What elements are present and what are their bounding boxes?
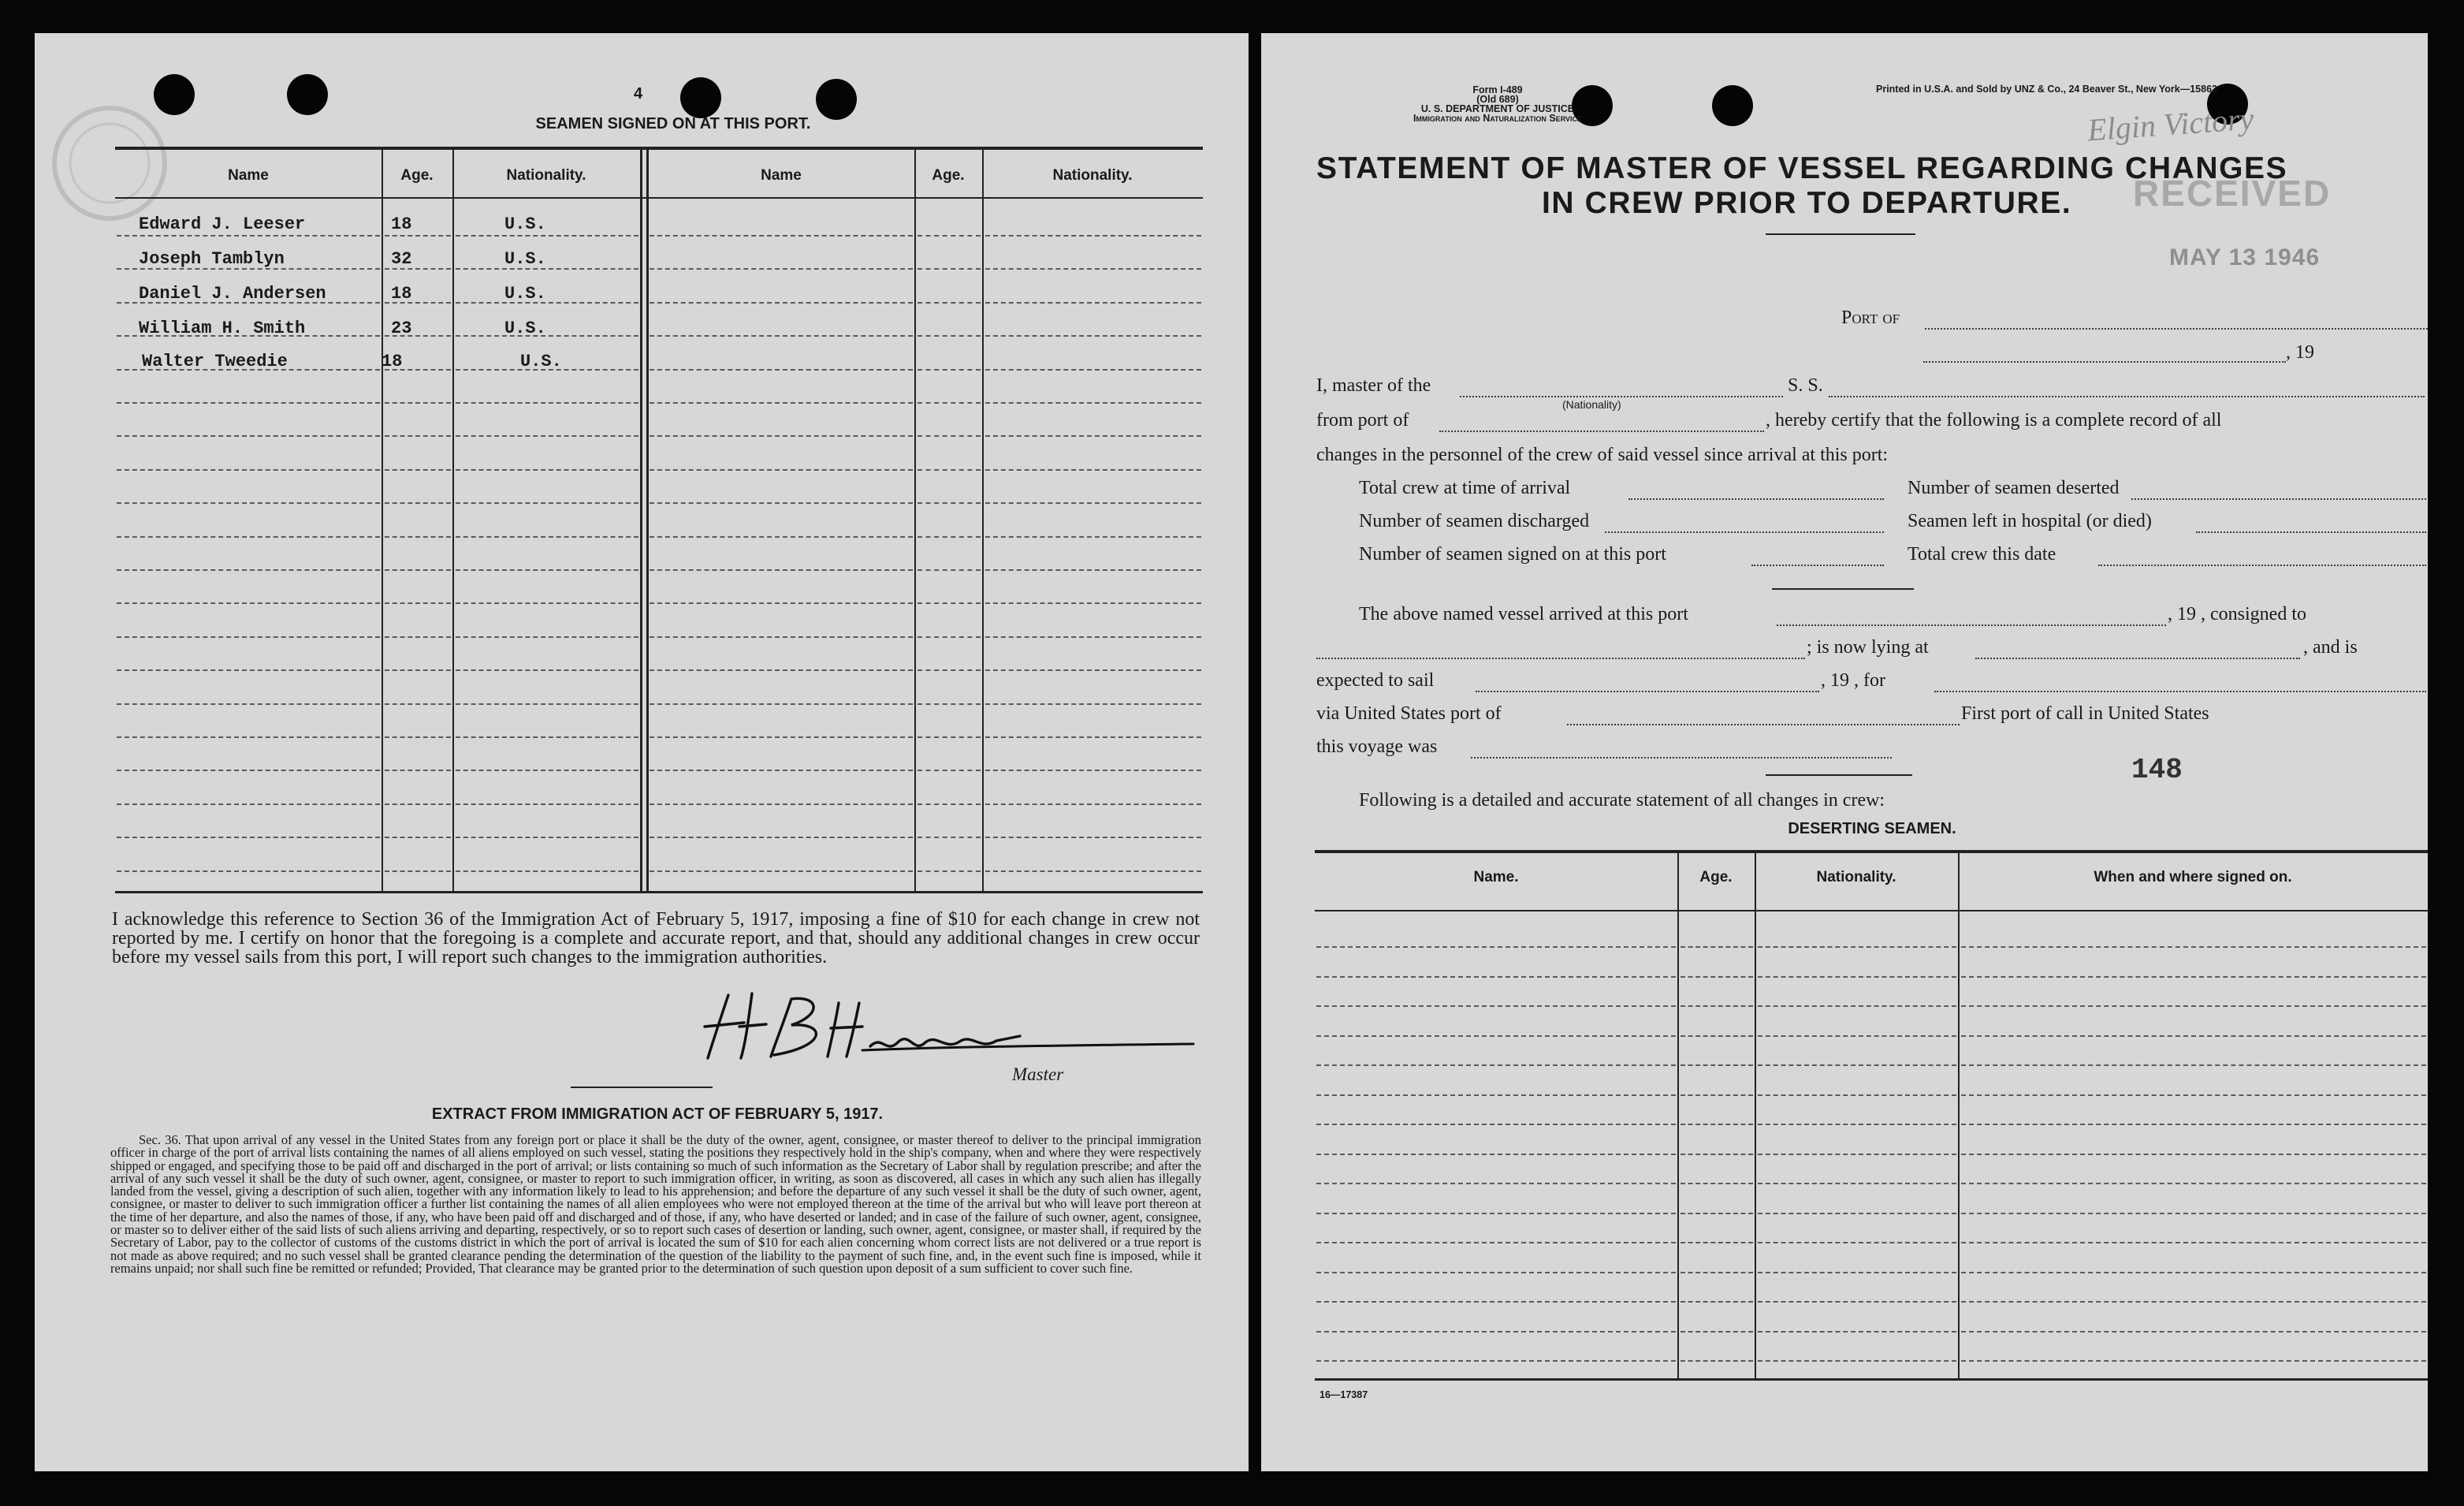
section-divider [1772, 588, 1914, 590]
ruled-line [985, 569, 1201, 571]
and-is-label: , and is [2303, 637, 2358, 658]
table-header-rule [115, 197, 1203, 199]
ruled-line [456, 602, 638, 604]
ruled-line [456, 335, 638, 337]
ruled-line [117, 402, 380, 404]
seamen-deserted-label: Number of seamen deserted [1908, 478, 2120, 498]
ruled-line [1758, 976, 1956, 978]
total-crew-arrival-label: Total crew at time of arrival [1359, 478, 1571, 498]
ruled-line [917, 602, 981, 604]
col-header-nationality: Nationality. [506, 167, 586, 184]
ruled-line [1961, 1301, 2426, 1303]
ruled-line [456, 703, 638, 705]
ruled-line [985, 335, 1201, 337]
ruled-line [917, 268, 981, 270]
ruled-line [649, 235, 913, 237]
voyage-was-label: this voyage was [1316, 736, 1438, 757]
crew-nationality: U.S. [504, 214, 546, 234]
ruled-line [117, 469, 380, 471]
ruled-line [117, 870, 380, 872]
ruled-line [649, 602, 913, 604]
ruled-line [456, 302, 638, 304]
ruled-line [1316, 1064, 1676, 1066]
ruled-line [385, 602, 451, 604]
ruled-line [1961, 1124, 2426, 1125]
ruled-line [1758, 1183, 1956, 1184]
ruled-line [649, 536, 913, 538]
master-signature [673, 979, 1209, 1066]
table-bottom-rule [1315, 1378, 2428, 1381]
ruled-line [1961, 1064, 2426, 1066]
ruled-line [985, 837, 1201, 838]
ss-label: S. S. [1788, 375, 1823, 396]
table-header-rule [1315, 910, 2428, 911]
ruled-line [456, 770, 638, 771]
ruled-line [1681, 1005, 1753, 1007]
ruled-line [1758, 1154, 1956, 1155]
form-number-label: Form I-489 [1472, 84, 1523, 95]
ruled-line [1681, 1360, 1753, 1362]
ruled-line [385, 235, 451, 237]
acknowledgment-text: I acknowledge this reference to Section 36 of the Immigration Act of February 5, 1917, imposing a fine of $10 for each change in crew not reported by me. I certify on honor that the foregoing is a complete and accurate report, and that, should any additional changes in crew occur before my vessel sails from this port, I will report such changes to the immigration authorities. [112, 909, 1200, 967]
ruled-line [1316, 1035, 1676, 1037]
service-name: Immigration and Naturalization Service [1413, 113, 1583, 124]
ruled-line [917, 736, 981, 738]
section-divider [1766, 774, 1912, 776]
col-divider [382, 150, 383, 891]
ruled-line [649, 870, 913, 872]
sail-date-field[interactable] [1476, 691, 1819, 692]
ruled-line [985, 602, 1201, 604]
faint-stamp-mark [43, 96, 177, 230]
ruled-line [649, 435, 913, 437]
seamen-signed-label: Number of seamen signed on at this port [1359, 544, 1666, 565]
ruled-line [917, 369, 981, 371]
ruled-line [917, 536, 981, 538]
ruled-line [117, 837, 380, 838]
ruled-line [1758, 1213, 1956, 1214]
ruled-line [117, 736, 380, 738]
ruled-line [456, 803, 638, 805]
form-title-line2: IN CREW PRIOR TO DEPARTURE. [1542, 186, 2072, 220]
crew-name: William H. Smith [139, 319, 306, 338]
extract-text: Sec. 36. That upon arrival of any vessel in the United States from any foreign port or place it shall be the duty of the owner, agent, consignee, or master thereof to deliver to the principal immigration officer in charge of the port of arrival lists containing the names of all aliens employed on such vessel, stating the positions they respectively hold in the ship's company, when and where they were respectively shipped or engaged, and specifying those to be paid off and discharged in the port of arrival; or lists containing so much of such information as the Secretary of Labor shall by regulation prescribe; and after the arrival of any such vessel it shall be the duty of such owner, agent, consignee, or master to report to such immigration officer, in writing, as soon as discovered, all cases in which any such alien has illegally landed from the vessel, giving a description of such alien, together with any information likely to lead to his apprehension; and before the departure of any such vessel it shall be the duty of such owner, agent, consignee, or master to deliver to such immigration officer a further list containing the names of all alien employees who were not employed thereon at the time of the arrival but who will leave port thereon at the time of her departure, and also the names of those, if any, who have been paid off and discharged and of those, if any, who have deserted or landed; and in case of the failure of such owner, agent, consignee, or master so to deliver either of the said lists of such aliens arriving and departing, respectively, or so to report such cases of desertion or landing, such owner, agent, consignee, or master shall, if required by the Secretary of Labor, pay to the collector of customs of the customs district in which the port of arrival is located the sum of $10 for each alien concerning whom correct lists are not delivered or a true report is not made as above required; and no such vessel shall be granted clearance pending the determination of the question of the liability to the payment of such fine, and, in the event such fine is imposed, while it remains unpaid; nor shall such fine be remitted or refunded; Provided, That clearance may be granted prior to the determination of such question upon deposit of a sum sufficient to cover such fine. [110, 1132, 1201, 1276]
ruled-line [385, 569, 451, 571]
col-header-signed-on: When and where signed on. [2094, 869, 2292, 885]
ruled-line [1316, 1094, 1676, 1096]
date-field[interactable] [1923, 361, 2286, 363]
total-crew-date-label: Total crew this date [1908, 544, 2056, 565]
ruled-line [456, 870, 638, 872]
seamen-hospital-field[interactable] [2196, 531, 2426, 533]
ruled-line [1758, 1005, 1956, 1007]
ruled-line [385, 636, 451, 638]
col-divider [1755, 853, 1756, 1378]
ruled-line [1961, 1183, 2426, 1184]
ruled-line [456, 536, 638, 538]
ruled-line [1681, 976, 1753, 978]
crew-name: Joseph Tamblyn [139, 249, 285, 269]
col-header-nationality: Nationality. [1052, 167, 1133, 184]
from-port-field[interactable] [1439, 431, 1764, 432]
crew-age: 18 [382, 352, 403, 371]
ruled-line [1681, 1213, 1753, 1214]
col-divider [640, 150, 642, 891]
ruled-line [985, 703, 1201, 705]
ruled-line [917, 235, 981, 237]
ruled-line [917, 837, 981, 838]
ruled-line [1961, 1272, 2426, 1273]
ruled-line [1316, 1360, 1676, 1362]
ruled-line [649, 837, 913, 838]
vessel-name-field[interactable] [1829, 396, 2425, 397]
ruled-line [117, 636, 380, 638]
ruled-line [456, 569, 638, 571]
ruled-line [385, 402, 451, 404]
ruled-line [1316, 1154, 1676, 1155]
year-for-label: , 19 , for [1821, 670, 1885, 691]
ruled-line [649, 302, 913, 304]
ruled-line [1961, 1213, 2426, 1214]
ruled-line [985, 268, 1201, 270]
ruled-line [1681, 1301, 1753, 1303]
ruled-line [649, 669, 913, 671]
ruled-line [1316, 1124, 1676, 1125]
col-header-age: Age. [932, 167, 965, 184]
ruled-line [1681, 1124, 1753, 1125]
ruled-line [985, 669, 1201, 671]
section-title: SEAMEN SIGNED ON AT THIS PORT. [535, 115, 811, 132]
ruled-line [1681, 1154, 1753, 1155]
col-divider [1958, 853, 1960, 1378]
voyage-field[interactable] [1471, 757, 1892, 759]
ruled-line [985, 636, 1201, 638]
ruled-line [385, 435, 451, 437]
received-stamp: RECEIVED [2133, 173, 2332, 214]
ruled-line [385, 669, 451, 671]
seamen-hospital-label: Seamen left in hospital (or died) [1908, 511, 2152, 531]
crew-nationality: U.S. [504, 319, 546, 338]
consigned-to-label: , 19 , consigned to [2168, 604, 2306, 624]
seamen-deserted-field[interactable] [2131, 498, 2426, 500]
page-number: 4 [634, 85, 643, 103]
ruled-line [917, 669, 981, 671]
year-label: , 19 [2286, 342, 2314, 363]
ruled-line [985, 235, 1201, 237]
col-divider [646, 150, 649, 891]
ruled-line [985, 402, 1201, 404]
col-header-nationality: Nationality. [1816, 869, 1896, 885]
crew-age: 32 [391, 249, 412, 269]
ruled-line [649, 636, 913, 638]
ruled-line [1961, 1242, 2426, 1243]
ruled-line [1316, 1331, 1676, 1333]
ruled-line [1681, 1064, 1753, 1066]
left-page [35, 33, 1249, 1471]
ruled-line [917, 870, 981, 872]
col-header-name: Name [761, 167, 802, 184]
ruled-line [1961, 946, 2426, 948]
ruled-line [117, 669, 380, 671]
col-header-name: Name [228, 167, 269, 184]
ruled-line [385, 736, 451, 738]
ruled-line [385, 469, 451, 471]
ruled-line [117, 602, 380, 604]
punch-hole [816, 79, 857, 120]
ruled-line [985, 502, 1201, 504]
ruled-line [985, 803, 1201, 805]
ruled-line [456, 469, 638, 471]
ruled-line [1961, 1005, 2426, 1007]
ruled-line [1316, 1213, 1676, 1214]
ruled-line [1758, 1360, 1956, 1362]
punch-hole [1712, 85, 1753, 126]
ruled-line [456, 502, 638, 504]
ruled-line [917, 636, 981, 638]
ruled-line [1758, 1331, 1956, 1333]
ruled-line [985, 435, 1201, 437]
ruled-line [917, 502, 981, 504]
col-header-age: Age. [1699, 869, 1733, 885]
ruled-line [1961, 1094, 2426, 1096]
ruled-line [1316, 976, 1676, 978]
ruled-line [1681, 1242, 1753, 1243]
col-header-name: Name. [1473, 869, 1519, 885]
ruled-line [456, 435, 638, 437]
table-bottom-rule [115, 891, 1203, 893]
destination-field[interactable] [1934, 691, 2426, 692]
ruled-line [985, 770, 1201, 771]
crew-age: 18 [391, 284, 412, 304]
ruled-line [1316, 1005, 1676, 1007]
ruled-line [456, 736, 638, 738]
ruled-line [985, 870, 1201, 872]
ruled-line [385, 870, 451, 872]
ruled-line [1961, 1154, 2426, 1155]
ruled-line [917, 703, 981, 705]
ruled-line [117, 502, 380, 504]
handwritten-vessel-name: Elgin Victory [2086, 100, 2255, 148]
ruled-line [985, 736, 1201, 738]
ruled-line [917, 803, 981, 805]
title-underline [1766, 233, 1915, 235]
signature-label: Master [1012, 1064, 1064, 1084]
ruled-line [385, 837, 451, 838]
ruled-line [649, 803, 913, 805]
ruled-line [117, 235, 380, 237]
ruled-line [1316, 1272, 1676, 1273]
port-of-field[interactable] [1925, 328, 2428, 330]
crew-nationality: U.S. [504, 249, 546, 269]
ruled-line [1681, 1183, 1753, 1184]
first-port-label: First port of call in United States [1961, 703, 2209, 724]
ruled-line [456, 402, 638, 404]
ruled-line [117, 569, 380, 571]
ruled-line [985, 469, 1201, 471]
ruled-line [117, 703, 380, 705]
arrival-date-field[interactable] [1777, 624, 2166, 626]
ruled-line [456, 669, 638, 671]
ruled-line [985, 536, 1201, 538]
ruled-line [917, 335, 981, 337]
ruled-line [649, 569, 913, 571]
ruled-line [385, 770, 451, 771]
ruled-line [1758, 1242, 1956, 1243]
form-footer-number: 16—17387 [1319, 1389, 1368, 1400]
seamen-discharged-field[interactable] [1605, 531, 1884, 533]
ruled-line [1316, 1301, 1676, 1303]
col-divider [1677, 853, 1679, 1378]
punch-hole [287, 74, 328, 115]
printer-line: Printed in U.S.A. and Sold by UNZ & Co., 24 Beaver St., New York—15863 [1876, 84, 2217, 95]
ruled-line [1961, 976, 2426, 978]
seamen-discharged-label: Number of seamen discharged [1359, 511, 1590, 531]
via-port-label: via United States port of [1316, 703, 1502, 724]
ruled-line [117, 803, 380, 805]
ruled-line [1681, 946, 1753, 948]
following-text: Following is a detailed and accurate statement of all changes in crew: [1359, 790, 1885, 811]
seamen-signed-field[interactable] [1751, 565, 1884, 566]
ruled-line [1758, 1035, 1956, 1037]
crew-name: Edward J. Leeser [139, 214, 306, 234]
ruled-line [917, 469, 981, 471]
nationality-caption: (Nationality) [1562, 398, 1621, 411]
from-port-label: from port of [1316, 410, 1409, 431]
col-header-age: Age. [400, 167, 434, 184]
port-of-label: Port of [1841, 308, 1900, 328]
total-crew-arrival-field[interactable] [1628, 498, 1884, 500]
ruled-line [1758, 946, 1956, 948]
ruled-line [917, 770, 981, 771]
via-port-field[interactable] [1567, 724, 1960, 725]
certify-text: , hereby certify that the following is a complete record of all [1766, 410, 2222, 431]
ruled-line [649, 469, 913, 471]
form-old-number: (Old 689) [1476, 94, 1519, 105]
ruled-line [1758, 1064, 1956, 1066]
master-of-label: I, master of the [1316, 375, 1431, 396]
ruled-line [1316, 946, 1676, 948]
crew-age: 23 [391, 319, 412, 338]
form-title-line1: STATEMENT OF MASTER OF VESSEL REGARDING CHANGES [1316, 151, 2288, 185]
ruled-line [1681, 1331, 1753, 1333]
ruled-line [649, 770, 913, 771]
consignee-field[interactable] [1316, 658, 1805, 659]
col-divider [982, 150, 984, 891]
ruled-line [649, 703, 913, 705]
ruled-line [985, 302, 1201, 304]
ruled-line [385, 703, 451, 705]
ruled-line [456, 235, 638, 237]
ruled-line [117, 536, 380, 538]
date-stamp: MAY 13 1946 [2169, 244, 2321, 270]
ruled-line [1681, 1094, 1753, 1096]
table-top-rule [1315, 850, 2428, 853]
extract-title: EXTRACT FROM IMMIGRATION ACT OF FEBRUARY 5, 1917. [431, 1105, 884, 1123]
arrived-text: The above named vessel arrived at this port [1359, 604, 1688, 624]
department-name: U. S. DEPARTMENT OF JUSTICE [1420, 103, 1575, 114]
ruled-line [456, 268, 638, 270]
crew-name: Daniel J. Andersen [139, 284, 326, 304]
deserting-title: DESERTING SEAMEN. [1788, 820, 1956, 837]
crew-nationality: U.S. [520, 352, 562, 371]
ruled-line [385, 502, 451, 504]
ruled-line [1961, 1035, 2426, 1037]
ruled-line [1316, 1183, 1676, 1184]
table-top-rule [115, 147, 1203, 150]
ruled-line [1681, 1272, 1753, 1273]
ruled-line [1961, 1331, 2426, 1333]
crew-name: Walter Tweedie [142, 352, 288, 371]
ruled-line [117, 435, 380, 437]
ruled-line [1316, 1242, 1676, 1243]
expected-to-sail-label: expected to sail [1316, 670, 1435, 691]
ruled-line [917, 435, 981, 437]
ruled-line [456, 636, 638, 638]
punch-hole [680, 77, 721, 118]
total-crew-date-field[interactable] [2098, 565, 2426, 566]
ruled-line [1758, 1301, 1956, 1303]
stamped-number: 148 [2131, 754, 2183, 786]
ruled-line [649, 369, 913, 371]
section-divider [571, 1087, 713, 1088]
ruled-line [917, 402, 981, 404]
ruled-line [649, 268, 913, 270]
ruled-line [1758, 1272, 1956, 1273]
nationality-field[interactable] [1460, 396, 1783, 397]
col-divider [452, 150, 454, 891]
ruled-line [649, 736, 913, 738]
col-divider [914, 150, 916, 891]
ruled-line [649, 402, 913, 404]
ruled-line [917, 569, 981, 571]
ruled-line [1961, 1360, 2426, 1362]
ruled-line [456, 837, 638, 838]
ruled-line [385, 536, 451, 538]
ruled-line [385, 803, 451, 805]
crew-nationality: U.S. [504, 284, 546, 304]
ruled-line [649, 335, 913, 337]
lying-at-field[interactable] [1975, 658, 2300, 659]
ruled-line [1758, 1094, 1956, 1096]
ruled-line [985, 369, 1201, 371]
crew-age: 18 [391, 214, 412, 234]
ruled-line [117, 770, 380, 771]
lying-at-label: ; is now lying at [1807, 637, 1929, 658]
ruled-line [649, 502, 913, 504]
changes-text: changes in the personnel of the crew of said vessel since arrival at this port: [1316, 445, 1889, 465]
ruled-line [1758, 1124, 1956, 1125]
ruled-line [1681, 1035, 1753, 1037]
right-page [1261, 33, 2428, 1471]
ruled-line [917, 302, 981, 304]
